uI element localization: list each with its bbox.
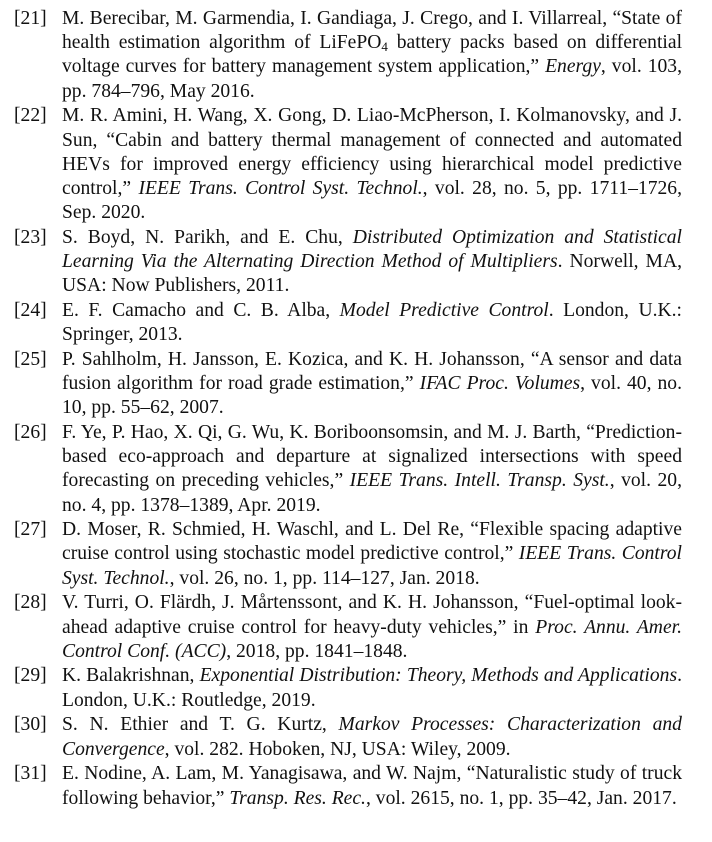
- reference-text: [62, 104, 682, 225]
- reference-segment: , vol. 103, pp. 784–796, May 2016.: [62, 56, 682, 102]
- reference-entry: [14, 104, 682, 225]
- reference-text: [62, 762, 682, 810]
- reference-list: [14, 7, 682, 811]
- reference-segment: , vol. 2615, no. 1, pp. 35–42, Jan. 2017.: [365, 787, 677, 809]
- reference-italic-segment: Exponential Distribution: Theory, Methods and Applications: [199, 665, 678, 687]
- reference-text: [62, 518, 682, 591]
- reference-entry: [14, 7, 682, 104]
- reference-number: [24]: [14, 299, 47, 321]
- reference-segment: E. F. Camacho and C. B. Alba,: [62, 299, 340, 321]
- reference-number: [22]: [14, 105, 47, 127]
- reference-number: [21]: [14, 8, 47, 29]
- reference-number: [28]: [14, 592, 47, 614]
- reference-italic-segment: Transp. Res. Rec.: [229, 787, 366, 809]
- reference-italic-segment: Proc. Annu. Amer. Control Conf. (ACC): [62, 616, 683, 662]
- reference-italic-segment: Model Predictive Control: [339, 299, 549, 321]
- reference-segment: , vol. 26, no. 1, pp. 114–127, Jan. 2018.: [169, 567, 480, 589]
- reference-text: [62, 299, 682, 347]
- reference-entry: [14, 348, 682, 421]
- reference-segment: K. Balakrishnan,: [62, 665, 200, 687]
- reference-text: [62, 591, 682, 664]
- reference-entry: [14, 299, 682, 347]
- reference-segment: , vol. 28, no. 5, pp. 1711–1726, Sep. 2020.: [62, 177, 682, 224]
- reference-entry: [14, 591, 682, 664]
- reference-segment: . London, U.K.: Routledge, 2019.: [62, 665, 682, 711]
- reference-entry: [14, 226, 682, 299]
- reference-number: [31]: [14, 763, 47, 785]
- reference-segment: E. Nodine, A. Lam, M. Yanagisawa, and W. Najm, “Naturalistic study of truck following behavior,”: [62, 763, 682, 809]
- reference-number: [26]: [14, 421, 47, 443]
- reference-text: [62, 348, 682, 421]
- reference-segment: S. N. Ethier and T. G. Kurtz,: [62, 714, 339, 736]
- reference-number: [25]: [14, 348, 47, 370]
- reference-entry: [14, 713, 682, 761]
- reference-segment: , vol. 40, no. 10, pp. 55–62, 2007.: [62, 373, 682, 419]
- reference-number: [30]: [14, 714, 47, 736]
- reference-segment: F. Ye, P. Hao, X. Qi, G. Wu, K. Boriboonsomsin, and M. J. Barth, “Prediction-based eco-approach and departure at signalized intersections with speed forecasting on preceding vehicles,”: [62, 421, 682, 492]
- reference-segment: battery packs based on differential voltage curves for battery management system application,”: [62, 32, 683, 78]
- reference-entry: [14, 518, 682, 591]
- reference-segment: S. Boyd, N. Parikh, and E. Chu,: [62, 226, 353, 248]
- reference-text: [62, 7, 682, 104]
- reference-entry: [14, 664, 682, 712]
- reference-segment: , vol. 20, no. 4, pp. 1378–1389, Apr. 2019.: [62, 470, 682, 516]
- reference-segment: M. Berecibar, M. Garmendia, I. Gandiaga, J. Crego, and I. Villarreal, “State of health estimation algorithm of LiFePO: [62, 8, 682, 54]
- reference-segment: , vol. 282. Hoboken, NJ, USA: Wiley, 2009.: [164, 738, 511, 760]
- reference-italic-segment: IEEE Trans. Control Syst. Technol.: [62, 543, 682, 589]
- reference-italic-segment: Distributed Optimization and Statistical Learning Via the Alternating Direction Method of Multipliers: [62, 226, 682, 273]
- reference-italic-segment: IFAC Proc. Volumes: [419, 373, 581, 395]
- reference-segment: . Norwell, MA, USA: Now Publishers, 2011.: [62, 251, 682, 297]
- reference-text: [62, 664, 682, 712]
- reference-number: [23]: [14, 226, 47, 248]
- reference-text: [62, 421, 682, 518]
- reference-entry: [14, 762, 682, 810]
- reference-segment: P. Sahlholm, H. Jansson, E. Kozica, and K. H. Johansson, “A sensor and data fusion algorithm for road grade estimation,”: [62, 348, 682, 395]
- reference-italic-segment: IEEE Trans. Control Syst. Technol.: [138, 177, 423, 199]
- reference-italic-segment: Markov Processes: Characterization and Convergence: [62, 714, 682, 760]
- reference-segment: . London, U.K.: Springer, 2013.: [62, 299, 682, 346]
- reference-subscript: 4: [381, 39, 388, 55]
- reference-entry: [14, 421, 682, 518]
- reference-segment: M. R. Amini, H. Wang, X. Gong, D. Liao-McPherson, I. Kolmanovsky, and J. Sun, “Cabin and battery thermal management of connected and automated HEVs for improved energy efficiency using hierarchical model predictive control,”: [62, 105, 682, 199]
- reference-italic-segment: IEEE Trans. Intell. Transp. Syst.: [349, 470, 610, 492]
- reference-text: [62, 713, 682, 761]
- reference-text: [62, 226, 682, 299]
- reference-segment: V. Turri, O. Flärdh, J. Mårtenssont, and K. H. Johansson, “Fuel-optimal look-ahead adaptive cruise control for heavy-duty vehicles,” in: [62, 592, 682, 638]
- reference-number: [27]: [14, 519, 47, 541]
- reference-segment: , 2018, pp. 1841–1848.: [226, 640, 408, 662]
- reference-number: [29]: [14, 665, 47, 687]
- reference-italic-segment: Energy: [545, 56, 601, 78]
- reference-segment: D. Moser, R. Schmied, H. Waschl, and L. Del Re, “Flexible spacing adaptive cruise control using stochastic model predictive control,”: [62, 519, 682, 565]
